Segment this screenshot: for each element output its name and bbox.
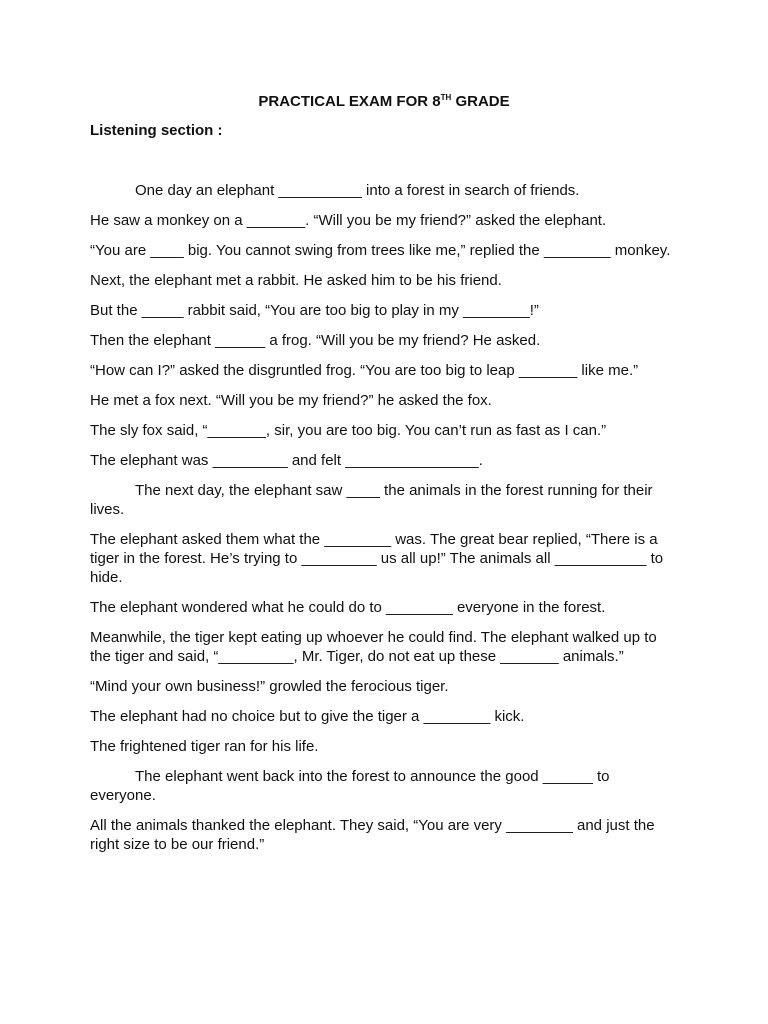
story-paragraph: But the _____ rabbit said, “You are too big to play in my ________!” <box>90 302 539 319</box>
story-paragraph: “Mind your own business!” growled the ferocious tiger. <box>90 678 449 695</box>
story-paragraph: The elephant wondered what he could do to ________ everyone in the forest. <box>90 599 606 616</box>
title-main: PRACTICAL EXAM FOR 8 <box>258 93 441 110</box>
story-paragraph: The sly fox said, “_______, sir, you are too big. You can’t run as fast as I can.” <box>90 422 607 439</box>
story-paragraph: The elephant asked them what the ________ was. The great bear replied, “There is a tiger in the forest. He’s trying to _________ us all up!” The animals all ___________ to hide. <box>90 531 664 586</box>
title-end: GRADE <box>451 93 510 110</box>
story-paragraph: Then the elephant ______ a frog. “Will you be my friend? He asked. <box>90 332 541 349</box>
story-paragraph: “How can I?” asked the disgruntled frog. “You are too big to leap _______ like me.” <box>90 362 639 379</box>
story-paragraph: The elephant went back into the forest to announce the good ______ to everyone. <box>90 768 610 804</box>
story-paragraph: Meanwhile, the tiger kept eating up whoever he could find. The elephant walked up to the tiger and said, “_________, Mr. Tiger, do not eat up these _______ animals.” <box>90 629 657 665</box>
story-paragraph: He saw a monkey on a _______. “Will you be my friend?” asked the elephant. <box>90 212 607 229</box>
title-superscript: TH <box>440 93 452 102</box>
story-paragraph: The frightened tiger ran for his life. <box>90 738 319 755</box>
page-title <box>90 93 678 111</box>
story-paragraph: He met a fox next. “Will you be my friend?” he asked the fox. <box>90 392 492 409</box>
story-body <box>90 181 678 854</box>
section-heading: Listening section : <box>90 122 223 139</box>
story-paragraph: “You are ____ big. You cannot swing from trees like me,” replied the ________ monkey. <box>90 242 671 259</box>
story-paragraph: The elephant had no choice but to give the tiger a ________ kick. <box>90 708 525 725</box>
story-paragraph: The next day, the elephant saw ____ the animals in the forest running for their lives. <box>90 482 653 518</box>
story-paragraph: All the animals thanked the elephant. They said, “You are very ________ and just the right size to be our friend.” <box>90 817 655 853</box>
story-paragraph: Next, the elephant met a rabbit. He asked him to be his friend. <box>90 272 502 289</box>
story-paragraph: One day an elephant __________ into a forest in search of friends. <box>135 182 580 199</box>
story-paragraph: The elephant was _________ and felt ________________. <box>90 452 483 469</box>
